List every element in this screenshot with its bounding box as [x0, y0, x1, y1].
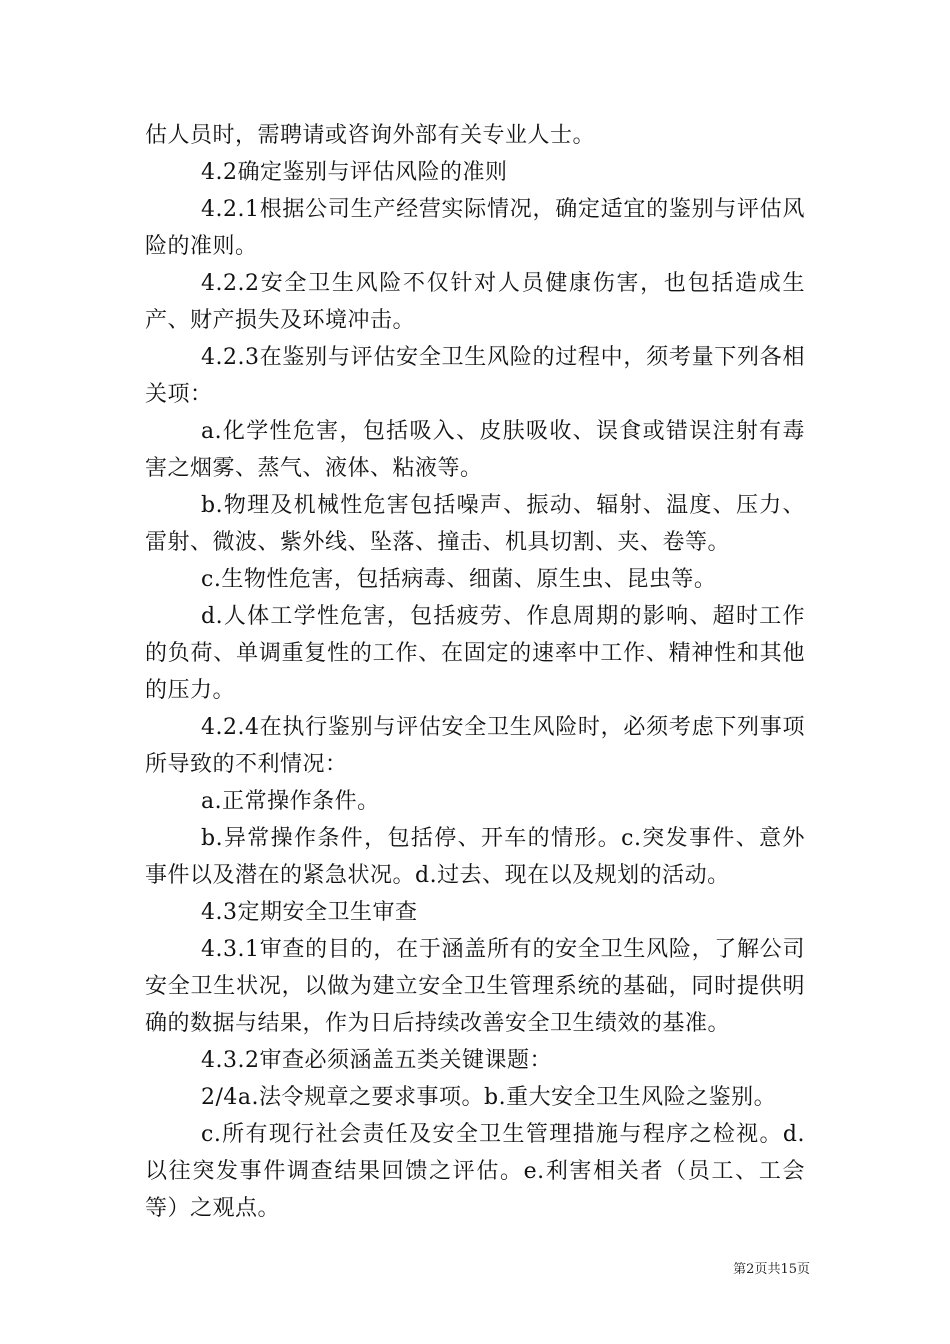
list-item: a.正常操作条件。 [201, 789, 380, 814]
document-body [145, 117, 805, 1227]
list-item: d.人体工学性危害，包括疲劳、作息周期的影响、超时工作的负荷、单调重复性的工作、在固定的速率中工作、精神性和其他的压力。 [145, 604, 805, 703]
paragraph: 4.2.1根据公司生产经营实际情况，确定适宜的鉴别与评估风险的准则。 [145, 197, 805, 259]
page-number: 第2页共15页 [733, 1262, 810, 1277]
paragraph: 4.2.3在鉴别与评估安全卫生风险的过程中，须考量下列各相关项： [145, 345, 805, 407]
list-item: c.生物性危害，包括病毒、细菌、原生虫、昆虫等。 [201, 567, 717, 592]
section-heading: 4.3定期安全卫生审查 [201, 900, 418, 925]
paragraph: 估人员时，需聘请或咨询外部有关专业人士。 [145, 123, 596, 148]
list-item: b.异常操作条件，包括停、开车的情形。c.突发事件、意外事件以及潜在的紧急状况。d.过去、现在以及规划的活动。 [145, 826, 805, 888]
list-item: 2/4a.法令规章之要求事项。b.重大安全卫生风险之鉴别。 [201, 1085, 777, 1110]
list-item: c.所有现行社会责任及安全卫生管理措施与程序之检视。d.以往突发事件调查结果回馈之评估。e.利害相关者（员工、工会等）之观点。 [145, 1122, 805, 1221]
paragraph: 4.3.2审查必须涵盖五类关键课题： [201, 1048, 552, 1073]
section-heading: 4.2确定鉴别与评估风险的准则 [201, 160, 508, 185]
paragraph: 4.2.2安全卫生风险不仅针对人员健康伤害，也包括造成生产、财产损失及环境冲击。 [145, 271, 805, 333]
list-item: a.化学性危害，包括吸入、皮肤吸收、误食或错误注射有毒害之烟雾、蒸气、液体、粘液等。 [145, 419, 805, 481]
list-item: b.物理及机械性危害包括噪声、振动、辐射、温度、压力、雷射、微波、紫外线、坠落、撞击、机具切割、夹、卷等。 [145, 493, 805, 555]
paragraph: 4.3.1审查的目的，在于涵盖所有的安全卫生风险，了解公司安全卫生状况，以做为建立安全卫生管理系统的基础，同时提供明确的数据与结果，作为日后持续改善安全卫生绩效的基准。 [145, 937, 805, 1036]
paragraph: 4.2.4在执行鉴别与评估安全卫生风险时，必须考虑下列事项所导致的不利情况： [145, 715, 805, 777]
